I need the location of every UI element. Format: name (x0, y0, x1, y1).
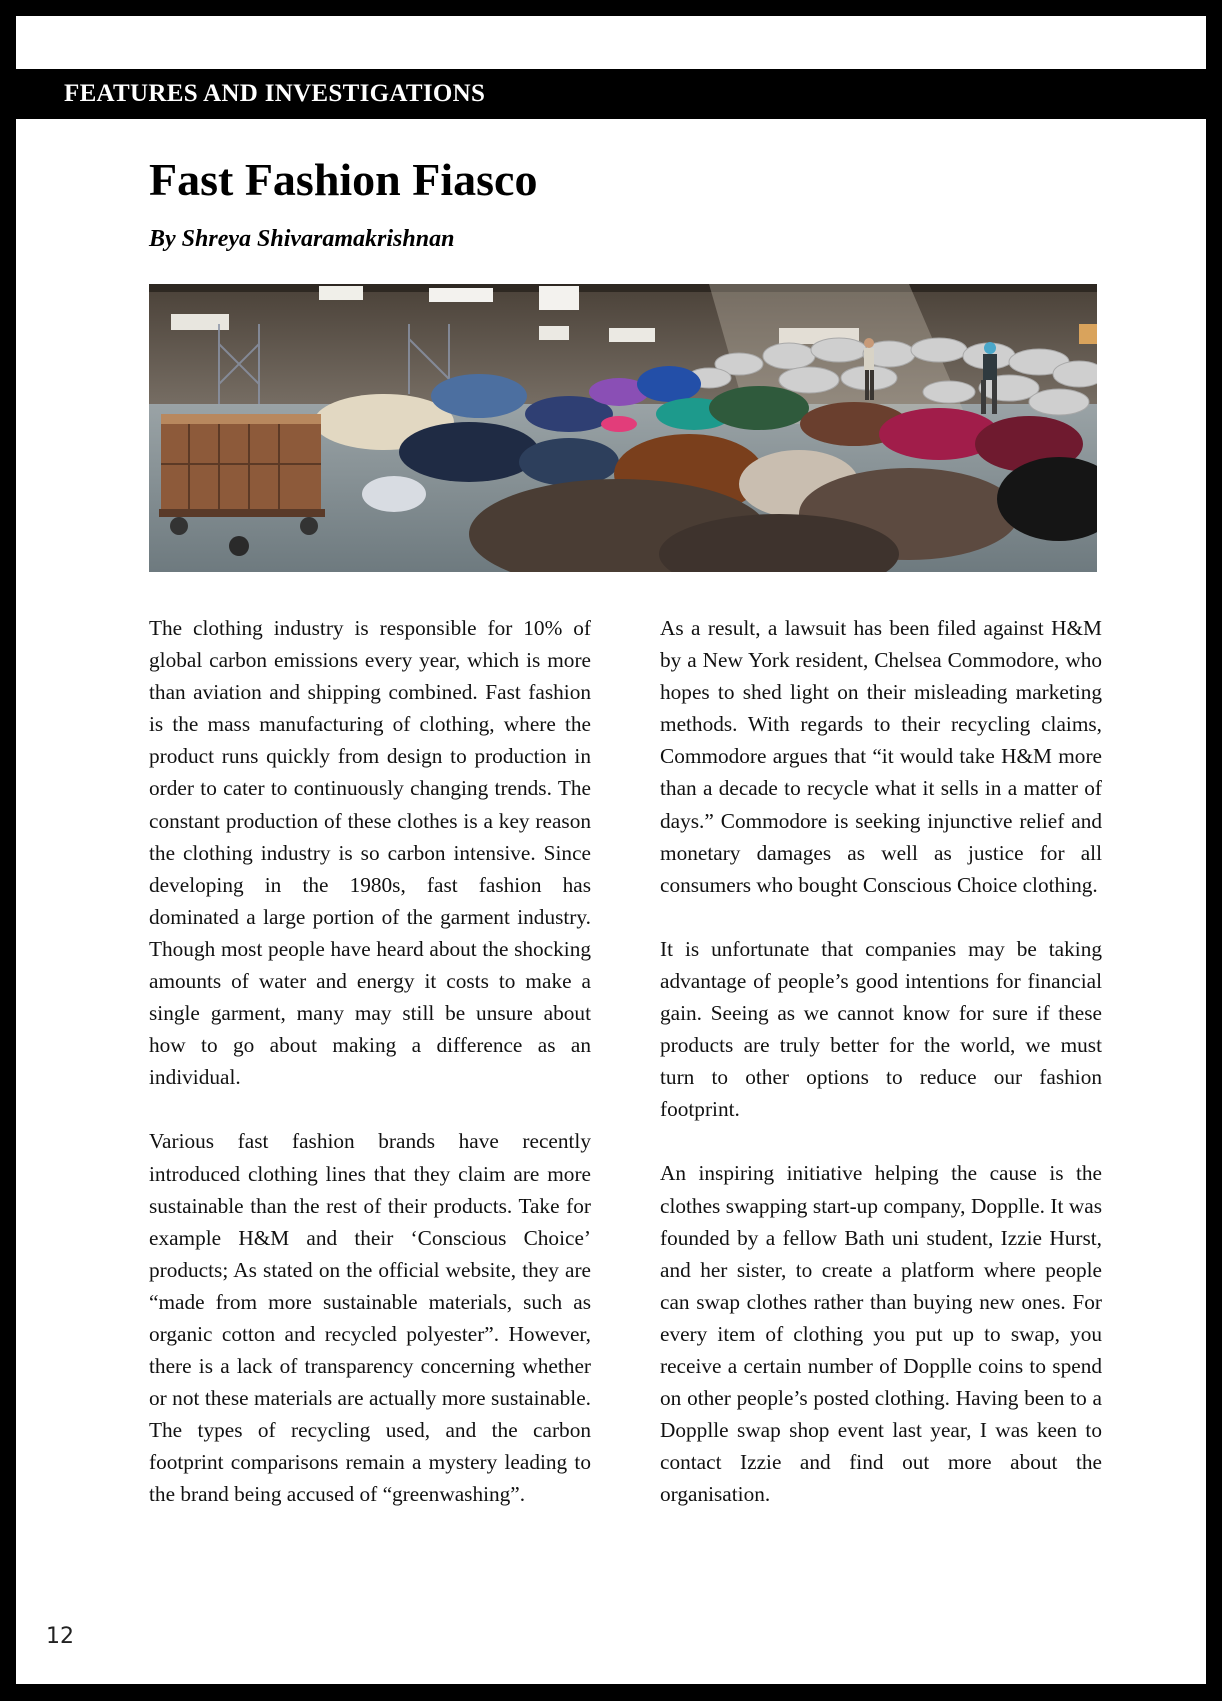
article-photo (149, 284, 1097, 572)
article-column-right (660, 612, 1102, 1542)
paragraph: The clothing industry is responsible for 10% of global carbon emissions every year, which is more than aviation and shipping combined. Fast fashion is the mass manufacturing of clothing, where the product runs quickly from design to production in order to cater to continuously changing trends. The constant production of these clothes is a key reason the clothing industry is so carbon intensive. Since developing in the 1980s, fast fashion has dominated a large portion of the garment industry. Though most people have heard about the shocking amounts of water and energy it costs to make a single garment, many may still be unsure about how to go about making a difference as an individual. (149, 616, 591, 1090)
paragraph: Various fast fashion brands have recently introduced clothing lines that they claim are more sustainable than the rest of their products. Take for example H&M and their ‘Conscious Choice’ products; As stated on the official website, they are “made from more sustainable materials, such as organic cotton and recycled polyester”. However, there is a lack of transparency concerning whether or not these materials are actually more sustainable. The types of recycling used, and the carbon footprint comparisons remain a mystery leading to the brand being accused of “greenwashing”. (149, 1129, 591, 1507)
article-byline: By Shreya Shivaramakrishnan (149, 226, 455, 252)
article-title: Fast Fashion Fiasco (149, 154, 538, 205)
paragraph: As a result, a lawsuit has been filed against H&M by a New York resident, Chelsea Commodore, who hopes to shed light on their misleading marketing methods. With regards to their recycling claims, Commodore argues that “it would take H&M more than a decade to recycle what it sells in a matter of days.” Commodore is seeking injunctive relief and monetary damages as well as justice for all consumers who bought Conscious Choice clothing. (660, 616, 1102, 897)
warehouse-photo-illustration (149, 284, 1097, 572)
paragraph: An inspiring initiative helping the cause is the clothes swapping start-up company, Dopplle. It was founded by a fellow Bath uni student, Izzie Hurst, and her sister, to create a platform where people can swap clothes rather than buying new ones. For every item of clothing you put up to swap, you receive a certain number of Dopplle coins to spend on other people’s posted clothing. Having been to a Dopplle swap shop event last year, I was keen to contact Izzie and find out more about the organisation. (660, 1161, 1102, 1507)
page-number: 12 (46, 1624, 74, 1649)
magazine-page (16, 16, 1206, 1684)
paragraph: It is unfortunate that companies may be taking advantage of people’s good intentions for financial gain. Seeing as we cannot know for sure if these products are truly better for the world, we must turn to other options to reduce our fashion footprint. (660, 936, 1102, 1122)
article-column-left (149, 612, 591, 1543)
section-header-bar (16, 69, 1206, 119)
section-label: FEATURES AND INVESTIGATIONS (64, 80, 486, 107)
